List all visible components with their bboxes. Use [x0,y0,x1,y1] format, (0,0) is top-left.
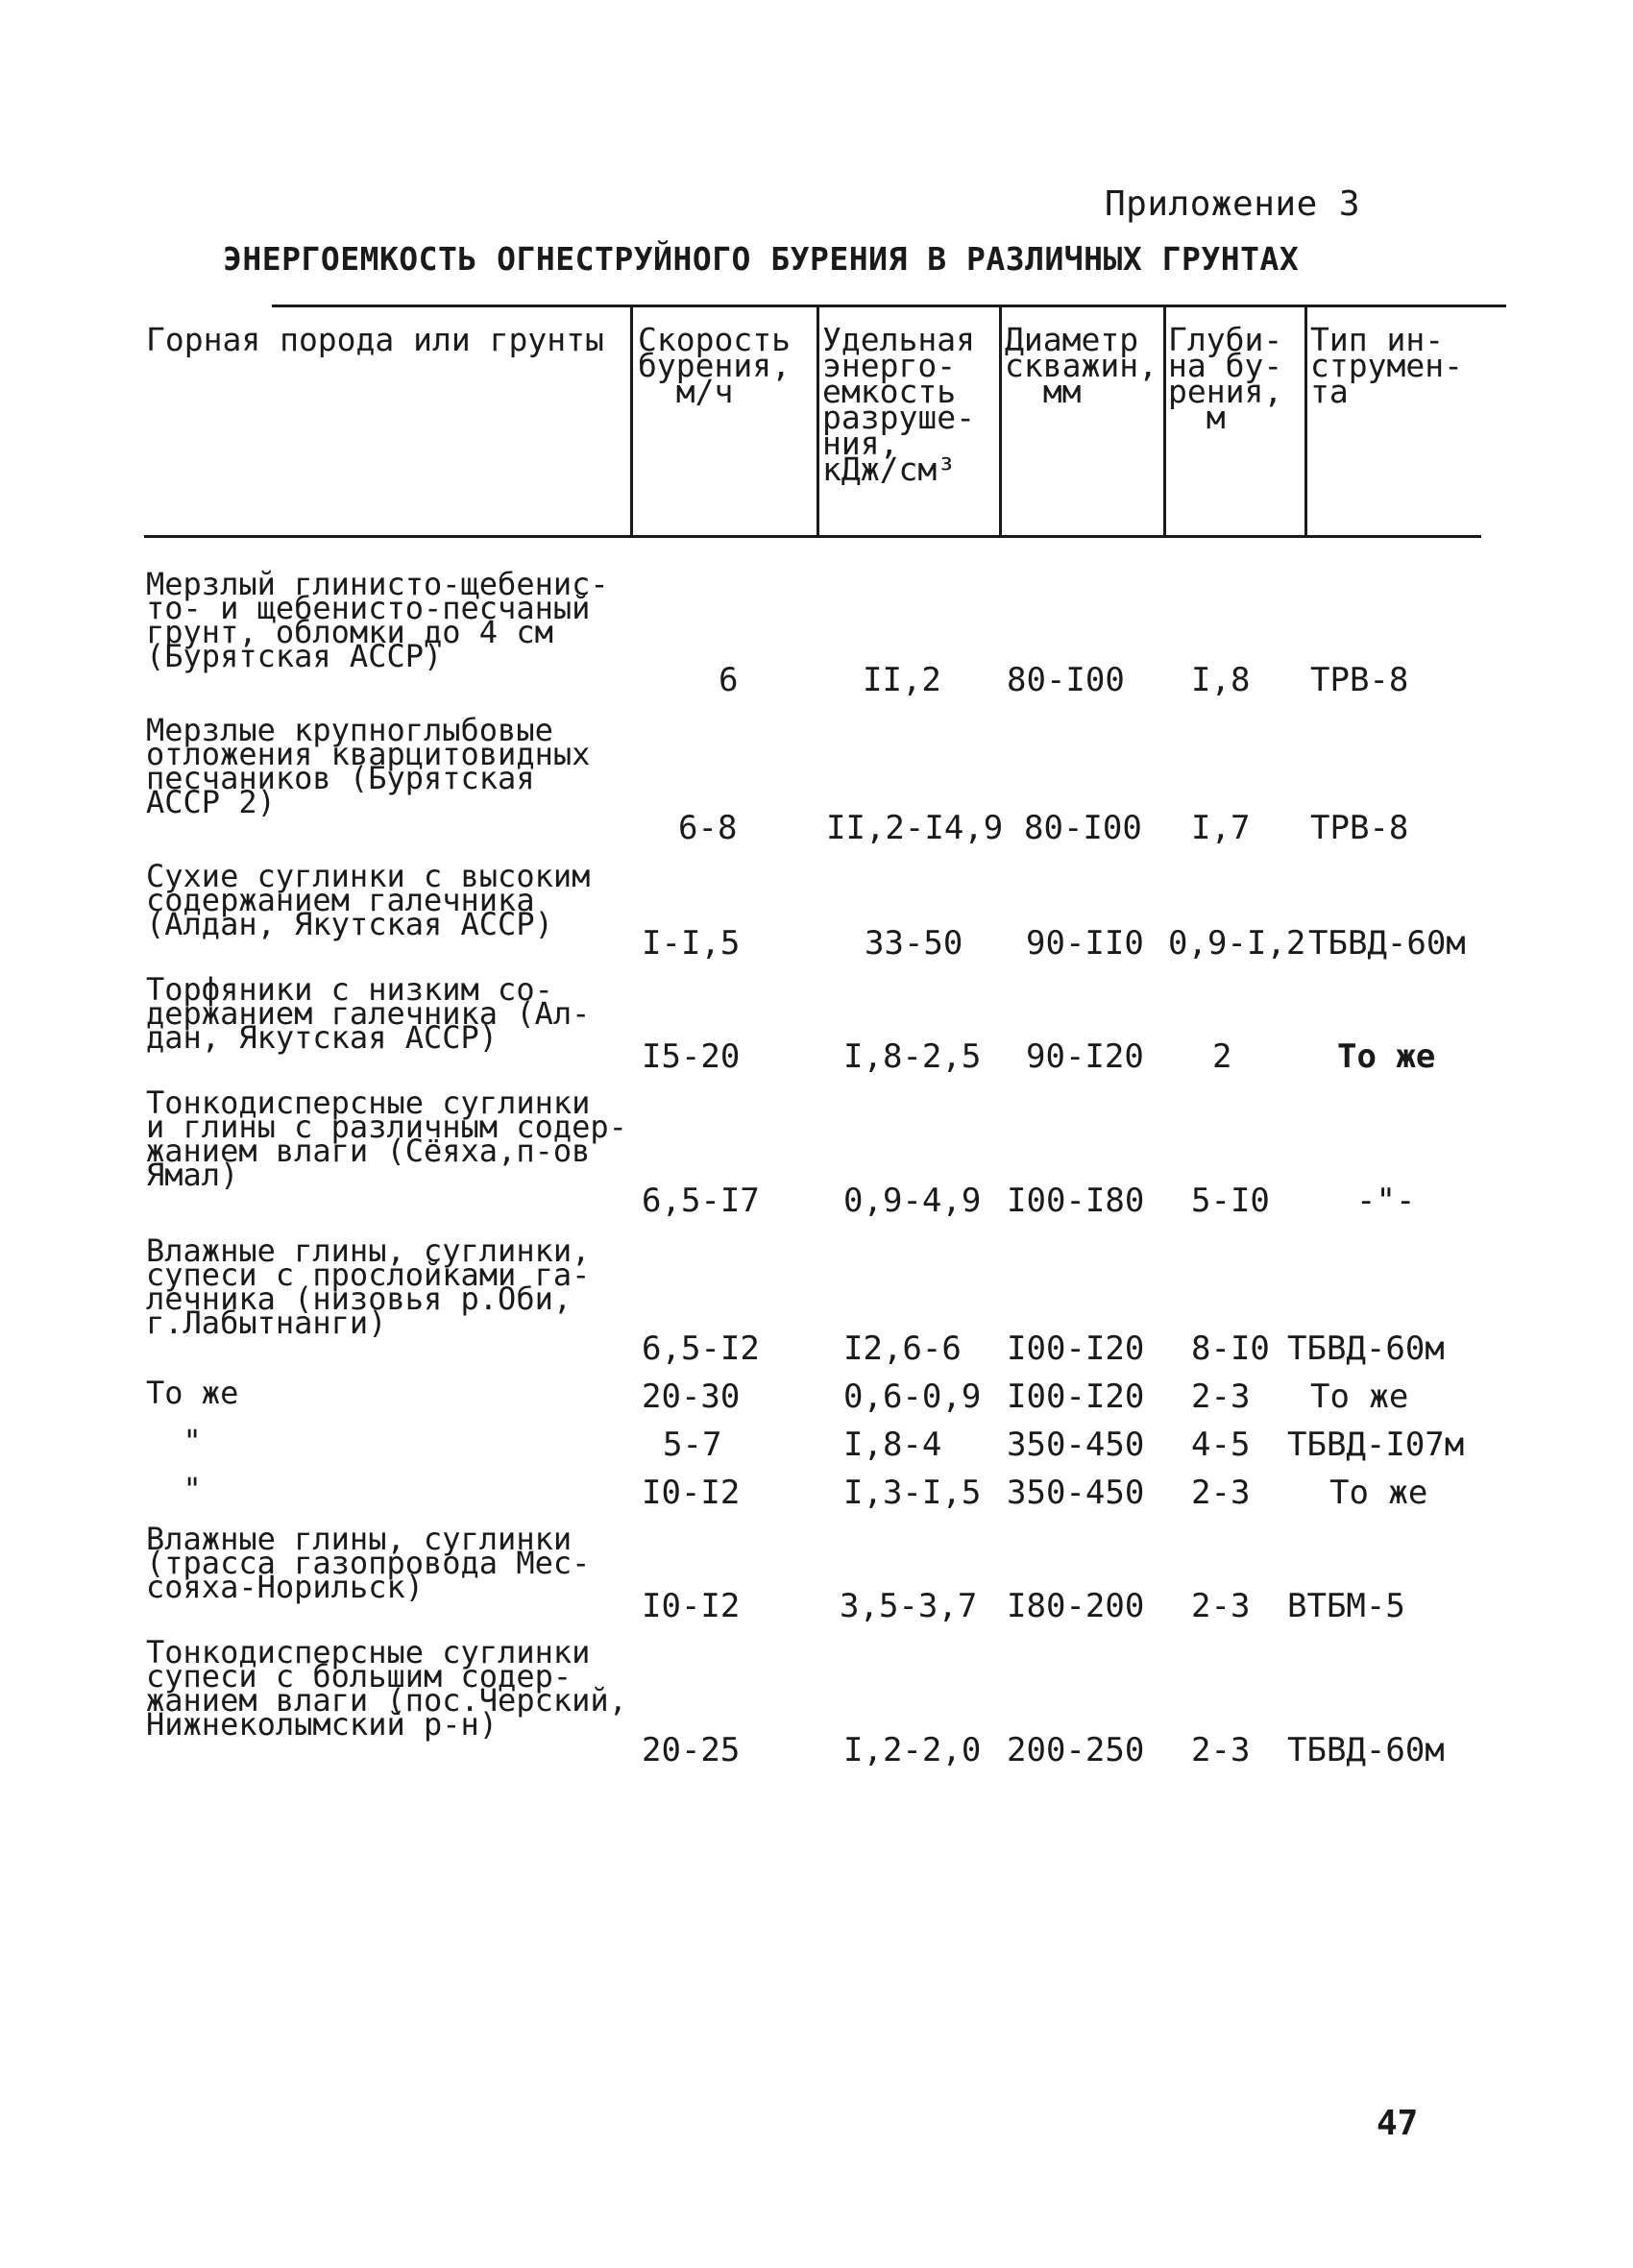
row-4-speed: I5-20 [642,1037,741,1076]
row-5-energy: 0,9-4,9 [843,1182,982,1220]
row-8-tool: ТБВД-I07м [1287,1426,1465,1464]
header-drilling-speed: Скорость бурения, м/ч [638,321,791,410]
row-1-depth: I,8 [1191,661,1251,699]
row-11-speed: 20-25 [642,1731,741,1769]
row-9-speed: I0-I2 [642,1474,741,1512]
row-11-tool: ТБВД-60м [1287,1731,1445,1769]
row-3-diameter: 90-II0 [1026,924,1144,963]
row-7-tool: То же [1310,1378,1409,1416]
row-1-tool: ТРВ-8 [1310,661,1409,699]
row-7-speed: 20-30 [642,1378,741,1416]
row-3-depth: 0,9-I,2 [1168,924,1306,963]
appendix-label: Приложение 3 [1105,184,1361,224]
row-2-speed: 6-8 [678,809,738,847]
row-2-diameter: 80-I00 [1024,809,1142,847]
row-6-tool: ТБВД-60м [1287,1329,1445,1368]
row-5-description: Тонкодисперсные суглинки и глины с различным содер- жанием влаги (Сёяха,п-ов Ямал) [146,1085,627,1193]
row-11-energy: I,2-2,0 [843,1731,982,1769]
column-divider-5 [1304,305,1307,538]
row-8-depth: 4-5 [1191,1426,1251,1464]
row-6-energy: I2,6-6 [843,1329,962,1368]
row-9-description: " [146,1471,202,1507]
row-4-description: Торфяники с низким со- держанием галечника (Ал- дан, Якутская АССР) [146,971,591,1056]
row-2-energy: II,2-I4,9 [826,809,1004,847]
row-7-energy: 0,6-0,9 [843,1378,982,1416]
row-3-description: Сухие суглинки с высоким содержанием галечника (Алдан, Якутская АССР) [146,858,591,942]
row-7-depth: 2-3 [1191,1378,1251,1416]
row-5-speed: 6,5-I7 [642,1182,760,1220]
row-3-speed: I-I,5 [642,924,741,963]
column-divider-1 [630,305,633,538]
header-specific-energy: Удельная энерго- емкость разруше- ния, кДж/см³ [822,321,975,488]
row-3-tool: ТБВД-60м [1308,924,1466,963]
column-divider-4 [1163,305,1166,538]
row-4-tool: То же [1337,1037,1436,1076]
row-11-diameter: 200-250 [1007,1731,1145,1769]
row-2-tool: ТРВ-8 [1310,809,1409,847]
row-9-tool: То же [1329,1474,1428,1512]
row-8-diameter: 350-450 [1007,1426,1145,1464]
row-11-description: Тонкодисперсные суглинки супеси с большим содер- жанием влаги (пос.Черский, Нижнеколымский р-н) [146,1634,627,1743]
row-7-diameter: I00-I20 [1007,1378,1145,1416]
row-5-depth: 5-I0 [1191,1182,1270,1220]
header-borehole-diameter: Диаметр скважин, мм [1005,321,1158,410]
row-3-energy: 33-50 [865,924,963,963]
column-divider-3 [999,305,1002,538]
table-top-rule [272,305,1506,307]
header-drilling-depth: Глуби- на бу- рения, м [1168,321,1283,436]
row-6-speed: 6,5-I2 [642,1329,760,1368]
row-11-depth: 2-3 [1191,1731,1251,1769]
row-8-energy: I,8-4 [843,1426,942,1464]
page-title: ЭНЕРГОЕМКОСТЬ ОГНЕСТРУЙНОГО БУРЕНИЯ В РАЗЛИЧНЫХ ГРУНТАХ [223,240,1300,278]
row-9-depth: 2-3 [1191,1474,1251,1512]
row-2-depth: I,7 [1191,809,1251,847]
table-header-bottom-rule [144,535,1481,538]
header-rock-type: Горная порода или грунты [146,321,604,358]
row-8-description: " [146,1423,202,1459]
row-9-energy: I,3-I,5 [843,1474,982,1512]
row-6-depth: 8-I0 [1191,1329,1270,1368]
row-6-diameter: I00-I20 [1007,1329,1145,1368]
column-divider-2 [816,305,819,538]
row-8-speed: 5-7 [663,1426,722,1464]
row-1-energy: II,2 [863,661,941,699]
row-10-diameter: I80-200 [1007,1587,1145,1625]
row-4-diameter: 90-I20 [1026,1037,1144,1076]
row-10-depth: 2-3 [1191,1587,1251,1625]
row-2-description: Мерзлые крупноглыбовые отложения кварцитовидных песчаников (Бурятская АССР 2) [146,712,591,820]
row-10-tool: ВТБМ-5 [1287,1587,1405,1625]
row-1-description: Мерзлый глинисто-щебенис- то- и щебенисто-песчаный грунт, обломки до 4 см (Бурятская АССР) [146,566,609,674]
row-5-diameter: I00-I80 [1007,1182,1145,1220]
row-4-depth: 2 [1212,1037,1232,1076]
row-10-energy: 3,5-3,7 [840,1587,978,1625]
row-5-tool: -"- [1356,1182,1416,1220]
row-9-diameter: 350-450 [1007,1474,1145,1512]
row-10-description: Влажные глины, суглинки (трасса газопровода Мес- сояха-Норильск) [146,1521,591,1605]
row-1-speed: 6 [719,661,739,699]
page-number: 47 [1377,2104,1419,2143]
row-4-energy: I,8-2,5 [843,1037,982,1076]
row-1-diameter: 80-I00 [1007,661,1125,699]
row-7-description: То же [146,1375,239,1411]
header-tool-type: Тип ин- струмен- та [1310,321,1463,410]
row-6-description: Влажные глины, суглинки, супеси с прослойками га- лечника (низовья р.Оби, г.Лабытнанги) [146,1232,591,1341]
row-10-speed: I0-I2 [642,1587,741,1625]
